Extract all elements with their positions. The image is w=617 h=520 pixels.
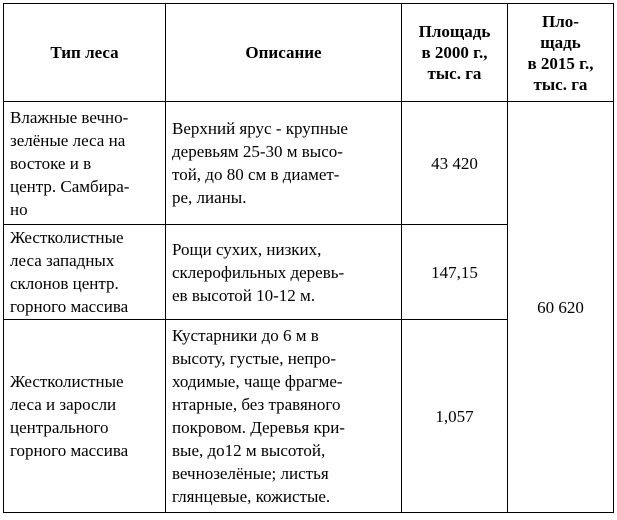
cell-description: Кустарники до 6 м в высоту, густые, непро- ходимые, чаще фрагме- нтарные, без травяного покровом. Деревья кри- вые, до12 м высотой, вечнозелёные; листья глянцевые, кожистые. — [166, 320, 402, 513]
cell-area-2000: 43 420 — [402, 102, 508, 225]
header-row — [4, 4, 614, 102]
cell-type: Жестколистные леса западных склонов центр. горного массива — [4, 225, 166, 320]
forest-types-table — [3, 3, 614, 513]
cell-type: Влажные вечно- зелёные леса на востоке и в центр. Самбира- но — [4, 102, 166, 225]
header-area-2015: Пло- щадь в 2015 г., тыс. га — [508, 4, 614, 102]
header-type: Тип леса — [4, 4, 166, 102]
header-area-2000: Площадь в 2000 г., тыс. га — [402, 4, 508, 102]
cell-description: Верхний ярус - крупные деревьям 25-30 м высо- той, до 80 см в диамет- ре, лианы. — [166, 102, 402, 225]
header-description: Описание — [166, 4, 402, 102]
cell-area-2015: 60 620 — [508, 102, 614, 513]
cell-type: Жестколистные леса и заросли центрального горного массива — [4, 320, 166, 513]
cell-description: Рощи сухих, низких, склерофильных деревь- ев высотой 10-12 м. — [166, 225, 402, 320]
table-row — [4, 102, 614, 225]
cell-area-2000: 1,057 — [402, 320, 508, 513]
cell-area-2000: 147,15 — [402, 225, 508, 320]
